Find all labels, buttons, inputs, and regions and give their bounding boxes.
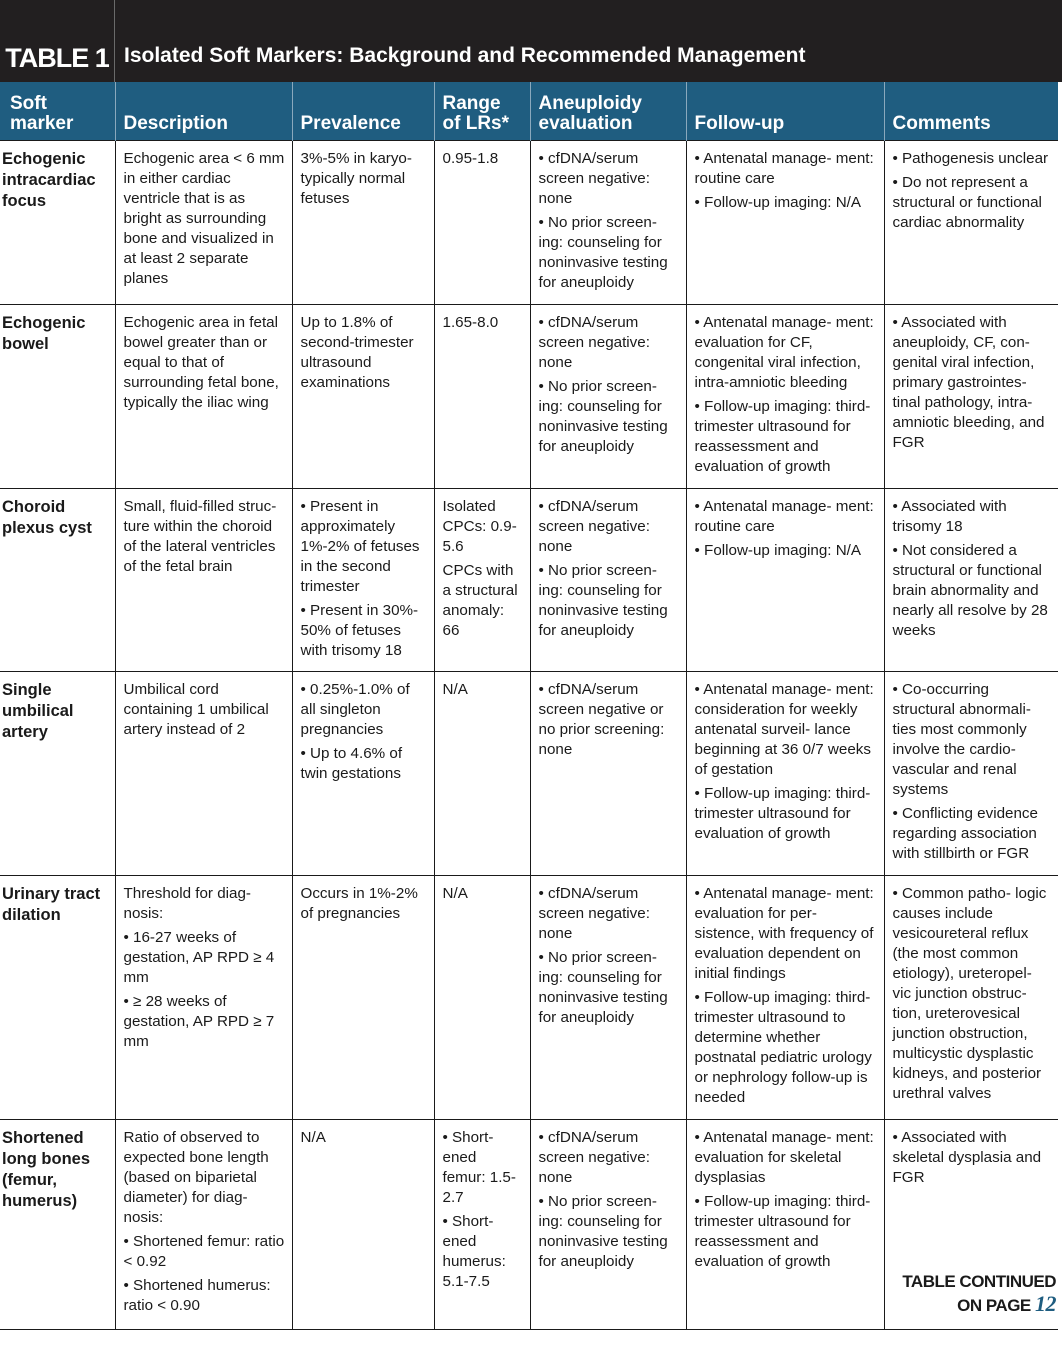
cell-paragraph: • No prior screen- ing: counseling for noninvasive testing for aneuploidy <box>538 1192 668 1270</box>
soft-marker-name: Echogenic intracardiac focus <box>0 140 115 304</box>
soft-marker-name: Echogenic bowel <box>0 304 115 488</box>
continued-page-number: 12 <box>1035 1291 1056 1316</box>
cell-range <box>434 488 530 671</box>
cell-aneuploidy <box>530 488 686 671</box>
cell-aneuploidy <box>530 304 686 488</box>
cell-paragraph: • 16-27 weeks of gestation, AP RPD ≥ 4 mm <box>123 928 275 986</box>
cell-paragraph: • Short- ened humerus: 5.1-7.5 <box>442 1212 506 1290</box>
cell-followup <box>686 1119 884 1329</box>
cell-comments <box>884 488 1058 671</box>
cell-prevalence <box>292 875 434 1119</box>
cell-paragraph: • Follow-up imaging: third-trimester ultrasound for reassessment and evaluation of growth <box>694 1192 871 1270</box>
table-row <box>0 488 1058 671</box>
cell-description <box>115 304 292 488</box>
cell-range <box>434 875 530 1119</box>
cell-paragraph: N/A <box>300 1128 326 1146</box>
cell-paragraph: • Antenatal manage- ment: routine care <box>694 149 874 187</box>
table-label: TABLE 1 <box>0 0 115 82</box>
cell-paragraph: N/A <box>442 680 468 698</box>
cell-paragraph: • cfDNA/serum screen negative: none <box>538 884 650 942</box>
column-header-7: Comments <box>884 82 1058 140</box>
cell-prevalence <box>292 671 434 875</box>
table-header-row <box>0 82 1058 140</box>
table-row <box>0 1119 1058 1329</box>
cell-comments <box>884 304 1058 488</box>
table-body <box>0 140 1058 1329</box>
cell-description <box>115 1119 292 1329</box>
cell-range <box>434 1119 530 1329</box>
cell-paragraph: • Shortened femur: ratio < 0.92 <box>123 1232 285 1270</box>
cell-paragraph: Echogenic area < 6 mm in either cardiac ventricle that is as bright as surrounding bone and visualized in at least 2 separate planes <box>123 149 285 287</box>
cell-paragraph: Echogenic area in fetal bowel greater than or equal to that of surrounding fetal bone, typically the iliac wing <box>123 313 279 411</box>
cell-paragraph: • No prior screen- ing: counseling for noninvasive testing for aneuploidy <box>538 561 668 639</box>
table-row <box>0 304 1058 488</box>
cell-comments <box>884 140 1058 304</box>
table-row <box>0 671 1058 875</box>
cell-comments <box>884 671 1058 875</box>
cell-followup <box>686 671 884 875</box>
cell-paragraph: Threshold for diag- nosis: <box>123 884 251 922</box>
column-header-5: Aneuploidy evaluation <box>530 82 686 140</box>
cell-paragraph: • Common patho- logic causes include vesicoureteral reflux (the most common etiology), ureteropel- vic junction obstruc- tion, ureterovesical junction obstruction, multicystic dysplastic kidneys, and posterior urethral valves <box>892 884 1047 1102</box>
cell-paragraph: • cfDNA/serum screen negative: none <box>538 149 650 207</box>
cell-paragraph: • cfDNA/serum screen negative: none <box>538 313 650 371</box>
cell-paragraph: • Antenatal manage- ment: evaluation for CF, congenital viral infection, intra-amniotic bleeding <box>694 313 874 391</box>
cell-paragraph: • Co-occurring structural abnormali- ties most commonly involve the cardio- vascular and renal systems <box>892 680 1031 798</box>
cell-followup <box>686 875 884 1119</box>
table-title: Isolated Soft Markers: Background and Recommended Management <box>124 44 806 67</box>
cell-paragraph: • Associated with skeletal dysplasia and FGR <box>892 1128 1042 1186</box>
cell-aneuploidy <box>530 140 686 304</box>
cell-paragraph: • Antenatal manage- ment: evaluation for skeletal dysplasias <box>694 1128 874 1186</box>
column-header-1: Soft marker <box>10 92 74 134</box>
cell-paragraph: CPCs with a structural anomaly: 66 <box>442 561 518 639</box>
soft-marker-name: Single umbilical artery <box>0 671 115 875</box>
table-row <box>0 140 1058 304</box>
soft-markers-table <box>0 82 1058 1330</box>
continued-line-2 <box>902 1293 1056 1317</box>
cell-paragraph: • cfDNA/serum screen negative: none <box>538 1128 650 1186</box>
cell-paragraph: Umbilical cord containing 1 umbilical artery instead of 2 <box>123 680 269 738</box>
column-header-6: Follow-up <box>686 82 884 140</box>
cell-paragraph: 3%-5% in karyo- typically normal fetuses <box>300 149 412 207</box>
cell-range <box>434 140 530 304</box>
cell-paragraph: Small, fluid-filled struc- ture within the choroid of the lateral ventricles of the fetal brain <box>123 497 277 575</box>
cell-paragraph: Ratio of observed to expected bone length (based on biparietal diameter) for diag- nosis: <box>123 1128 269 1226</box>
soft-marker-name: Choroid plexus cyst <box>0 488 115 671</box>
cell-paragraph: 0.95-1.8 <box>442 149 499 167</box>
cell-aneuploidy <box>530 875 686 1119</box>
cell-prevalence <box>292 1119 434 1329</box>
cell-paragraph: • No prior screen- ing: counseling for noninvasive testing for aneuploidy <box>538 377 668 455</box>
cell-paragraph: • ≥ 28 weeks of gestation, AP RPD ≥ 7 mm <box>123 992 275 1050</box>
column-header-3: Prevalence <box>292 82 434 140</box>
cell-description <box>115 875 292 1119</box>
cell-paragraph: • Shortened humerus: ratio < 0.90 <box>123 1276 271 1314</box>
cell-paragraph: • Associated with trisomy 18 <box>892 497 1007 535</box>
cell-followup <box>686 488 884 671</box>
cell-paragraph: • Antenatal manage- ment: consideration for weekly antenatal surveil- lance beginning at 36 0/7 weeks of gestation <box>694 680 874 778</box>
cell-paragraph: • Follow-up imaging: third-trimester ultrasound for evaluation of growth <box>694 784 871 842</box>
cell-paragraph: Up to 1.8% of second-trimester ultrasound examinations <box>300 313 414 391</box>
column-header-4: Range of LRs* <box>434 82 530 140</box>
cell-paragraph: • Antenatal manage- ment: routine care <box>694 497 874 535</box>
cell-followup <box>686 140 884 304</box>
cell-paragraph: • Conflicting evidence regarding association with stillbirth or FGR <box>892 804 1038 862</box>
cell-paragraph: • Do not represent a structural or functional cardiac abnormality <box>892 173 1042 231</box>
cell-paragraph: • No prior screen- ing: counseling for noninvasive testing for aneuploidy <box>538 948 668 1026</box>
cell-prevalence <box>292 304 434 488</box>
cell-paragraph: Isolated CPCs: 0.9-5.6 <box>442 497 517 555</box>
cell-paragraph: • Short- ened femur: 1.5-2.7 <box>442 1128 516 1206</box>
cell-range <box>434 304 530 488</box>
cell-description <box>115 488 292 671</box>
cell-paragraph: • cfDNA/serum screen negative or no prior screening: none <box>538 680 665 758</box>
soft-marker-name: Urinary tract dilation <box>0 875 115 1119</box>
cell-paragraph: • Follow-up imaging: third-trimester ultrasound to determine whether postnatal pediatric urology or nephrology follow-up is needed <box>694 988 872 1106</box>
cell-paragraph: • No prior screen- ing: counseling for noninvasive testing for aneuploidy <box>538 213 668 291</box>
cell-prevalence <box>292 488 434 671</box>
cell-paragraph: • Pathogenesis unclear <box>892 149 1049 167</box>
cell-paragraph: 1.65-8.0 <box>442 313 499 331</box>
cell-description <box>115 671 292 875</box>
cell-paragraph: • Present in approximately 1%-2% of fetuses in the second trimester <box>300 497 420 595</box>
cell-aneuploidy <box>530 1119 686 1329</box>
cell-paragraph: • Follow-up imaging: third-trimester ultrasound for reassessment and evaluation of growth <box>694 397 871 475</box>
continued-on-page: ON PAGE <box>957 1296 1031 1315</box>
cell-paragraph: • cfDNA/serum screen negative: none <box>538 497 650 555</box>
cell-paragraph: • Associated with aneuploidy, CF, con- genital viral infection, primary gastrointes- tinal pathology, intra- amniotic bleeding, and FGR <box>892 313 1045 451</box>
cell-aneuploidy <box>530 671 686 875</box>
cell-paragraph: • Present in 30%- 50% of fetuses with trisomy 18 <box>300 601 419 659</box>
cell-paragraph: • 0.25%-1.0% of all singleton pregnancies <box>300 680 410 738</box>
cell-paragraph: • Up to 4.6% of twin gestations <box>300 744 403 782</box>
soft-marker-name: Shortened long bones (femur, humerus) <box>0 1119 115 1329</box>
cell-paragraph: N/A <box>442 884 468 902</box>
cell-paragraph: Occurs in 1%-2% of pregnancies <box>300 884 418 922</box>
cell-paragraph: • Not considered a structural or functional brain abnormality and nearly all resolve by 28 weeks <box>892 541 1048 639</box>
cell-prevalence <box>292 140 434 304</box>
continued-line-1: TABLE CONTINUED <box>902 1272 1056 1291</box>
cell-range <box>434 671 530 875</box>
table-row <box>0 875 1058 1119</box>
cell-followup <box>686 304 884 488</box>
column-header-2: Description <box>115 82 292 140</box>
cell-comments <box>884 875 1058 1119</box>
table-title-bar <box>0 0 1062 82</box>
cell-paragraph: • Follow-up imaging: N/A <box>694 193 862 211</box>
table-continued-note <box>902 1271 1056 1317</box>
cell-paragraph: • Follow-up imaging: N/A <box>694 541 862 559</box>
cell-description <box>115 140 292 304</box>
cell-paragraph: • Antenatal manage- ment: evaluation for per- sistence, with frequency of evaluation dependent on initial findings <box>694 884 874 982</box>
